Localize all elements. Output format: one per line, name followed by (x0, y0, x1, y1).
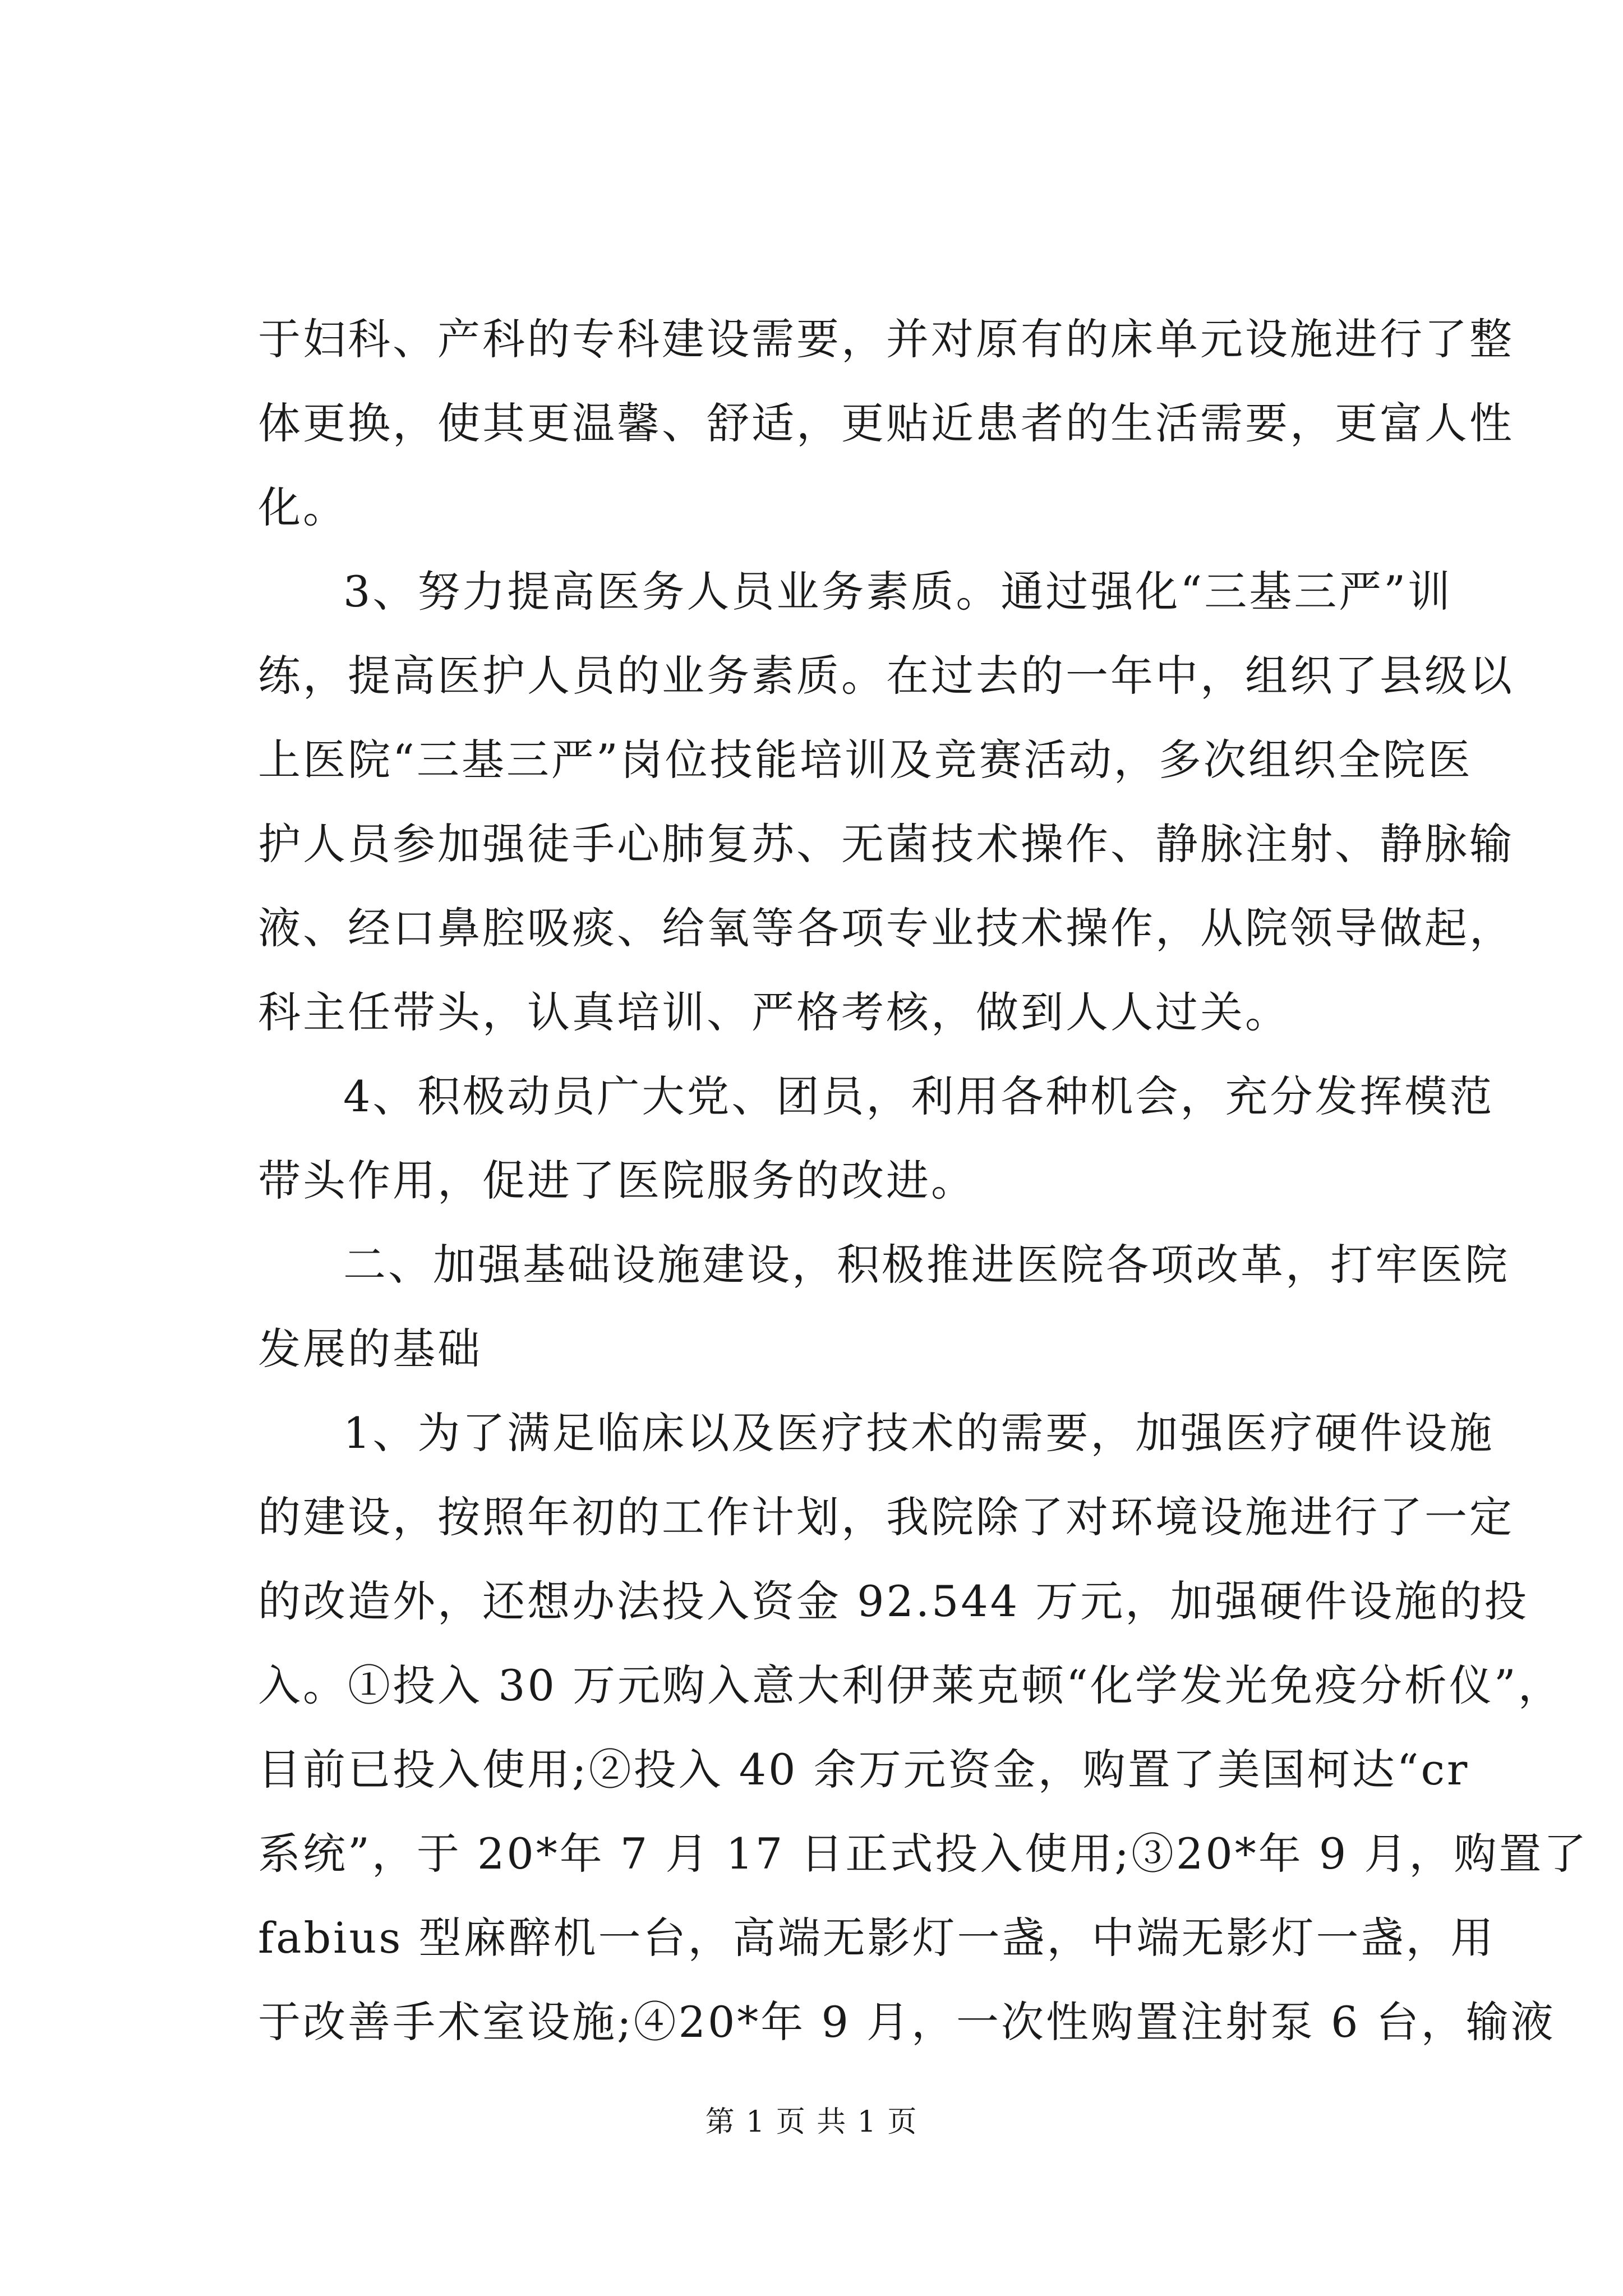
text-line: 的改造外，还想办法投入资金 92.544 万元，加强硬件设施的投 (258, 1576, 1529, 1626)
text-line: 于改善手术室设施;④20*年 9 月，一次性购置注射泵 6 台，输液 (258, 1997, 1556, 2047)
text-line: 护人员参加强徒手心肺复苏、无菌技术操作、静脉注射、静脉输 (258, 819, 1514, 869)
text-line: 化。 (258, 482, 348, 532)
text-line: 练，提高医护人员的业务素质。在过去的一年中，组织了县级以 (258, 651, 1514, 701)
section-heading-line: 发展的基础 (258, 1324, 482, 1374)
text-line: 上医院“三基三严”岗位技能培训及竞赛活动，多次组织全院医 (258, 735, 1473, 785)
text-line: 目前已投入使用;②投入 40 余万元资金，购置了美国柯达“cr (258, 1745, 1470, 1795)
text-line: 带头作用，促进了医院服务的改进。 (258, 1156, 976, 1205)
text-line: 系统”，于 20*年 7 月 17 日正式投入使用;③20*年 9 月，购置了 (258, 1829, 1589, 1879)
text-line: 体更换，使其更温馨、舒适，更贴近患者的生活需要，更富人性 (258, 398, 1514, 448)
text-line: 科主任带头，认真培训、严格考核，做到人人过关。 (258, 987, 1290, 1037)
text-line: fabius 型麻醉机一台，高端无影灯一盏，中端无影灯一盏，用 (258, 1913, 1496, 1963)
paragraph-start-line: 4、积极动员广大党、团员，利用各种机会，充分发挥模范 (343, 1071, 1495, 1121)
body-text (258, 297, 1589, 2064)
text-line: 的建设，按照年初的工作计划，我院除了对环境设施进行了一定 (258, 1492, 1514, 1542)
page-footer: 第 1 页 共 1 页 (705, 2105, 918, 2139)
text-line: 液、经口鼻腔吸痰、给氧等各项专业技术操作，从院领导做起， (258, 903, 1514, 953)
section-heading-line: 二、加强基础设施建设，积极推进医院各项改革，打牢医院 (343, 1240, 1510, 1290)
paragraph-start-line: 1、为了满足临床以及医疗技术的需要，加强医疗硬件设施 (343, 1408, 1495, 1458)
text-line: 于妇科、产科的专科建设需要，并对原有的床单元设施进行了整 (258, 314, 1514, 364)
paragraph-start-line: 3、努力提高医务人员业务素质。通过强化“三基三严”训 (343, 567, 1453, 616)
text-line: 入。①投入 30 万元购入意大利伊莱克顿“化学发光免疫分析仪”， (258, 1660, 1563, 1710)
